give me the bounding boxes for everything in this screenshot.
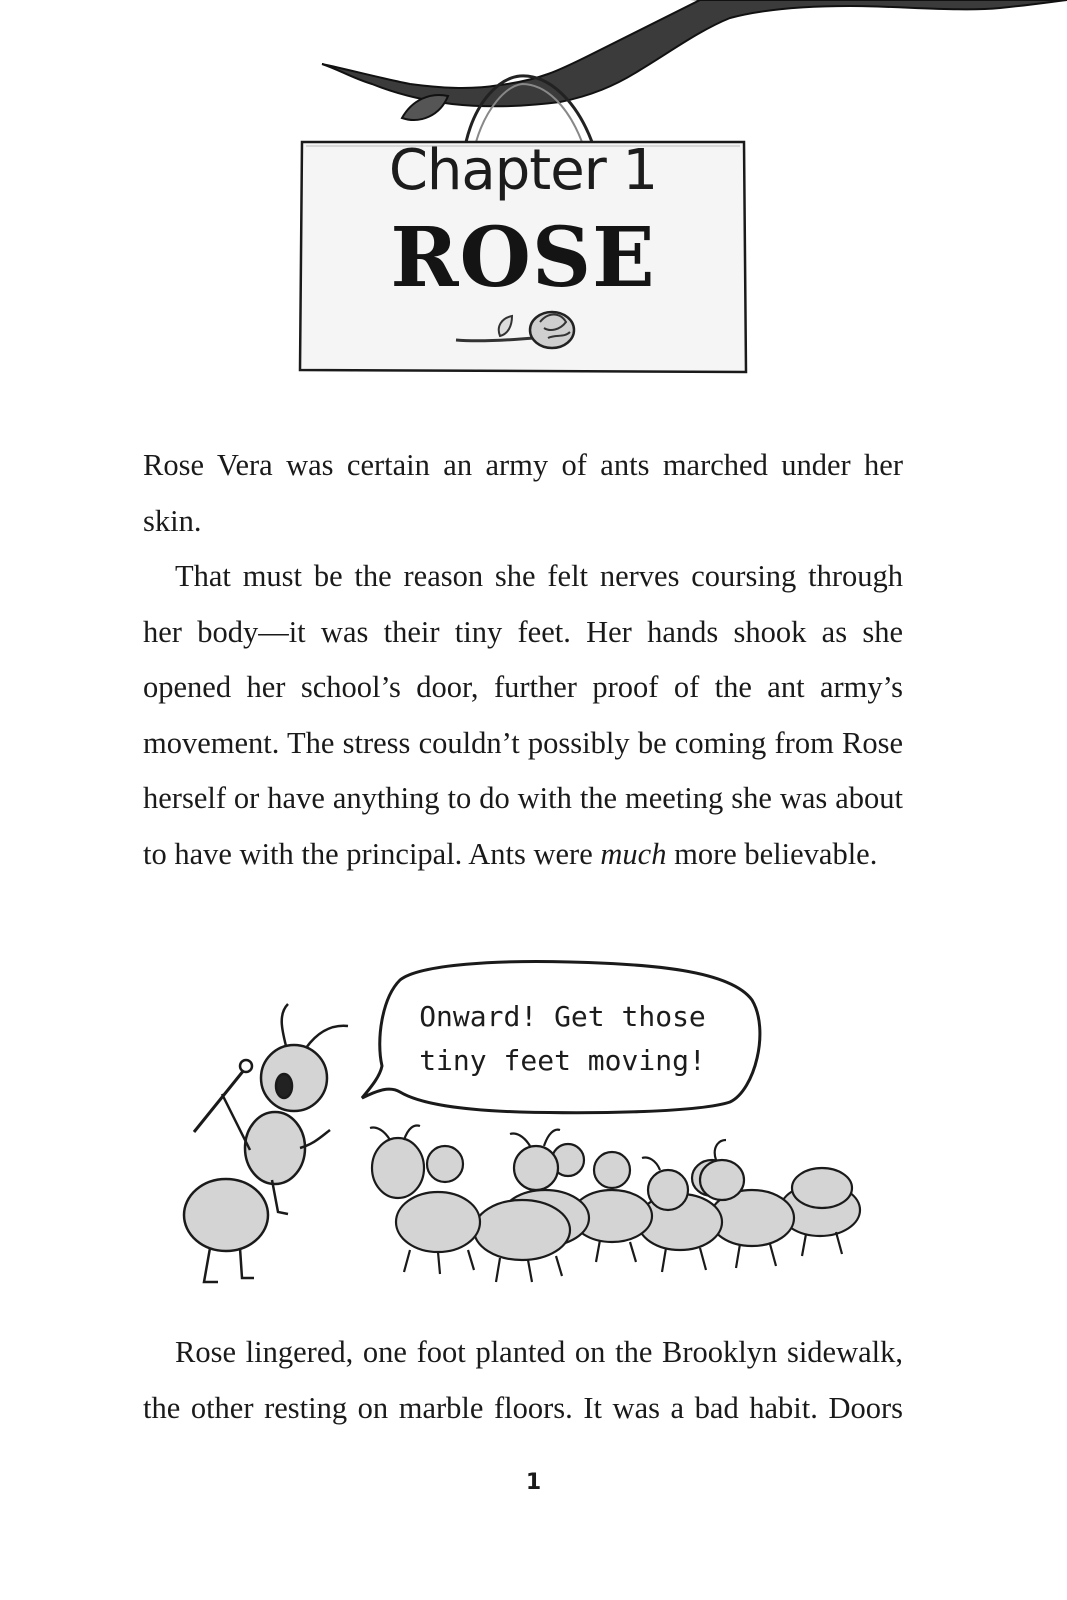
paragraph-2-text: That must be the reason she felt nerves coursing through her body—it was their tiny feet. Her hands shook as she opened her school’s door, further proof of the ant army’s movement. The stress couldn’t possibly be coming from Rose herself or have anything to do with the meeting she was about to have with the principal. Ants were — [143, 559, 903, 871]
paragraph-2-text-end: more believable. — [666, 836, 878, 871]
chapter-title: ROSE — [390, 210, 656, 306]
emphasis-word: much — [600, 836, 667, 871]
paragraph-3: Rose lingered, one foot planted on the Brooklyn sidewalk, the other resting on marble floors. It was a bad habit. Doors — [143, 1335, 903, 1425]
speech-line-2: tiny feet moving! — [419, 1044, 706, 1077]
ant-leader-icon — [184, 1004, 348, 1282]
page-number: 1 — [525, 1470, 542, 1495]
speech-bubble-icon — [362, 962, 760, 1113]
paragraph-2 — [143, 549, 903, 882]
paragraph-1: Rose Vera was certain an army of ants marched under her skin. — [143, 448, 903, 538]
tree-branch-icon — [322, 0, 1067, 120]
speech-line-1: Onward! Get those — [419, 1000, 706, 1033]
ant-army-icon — [370, 1126, 860, 1282]
chapter-label: Chapter 1 — [388, 138, 658, 203]
